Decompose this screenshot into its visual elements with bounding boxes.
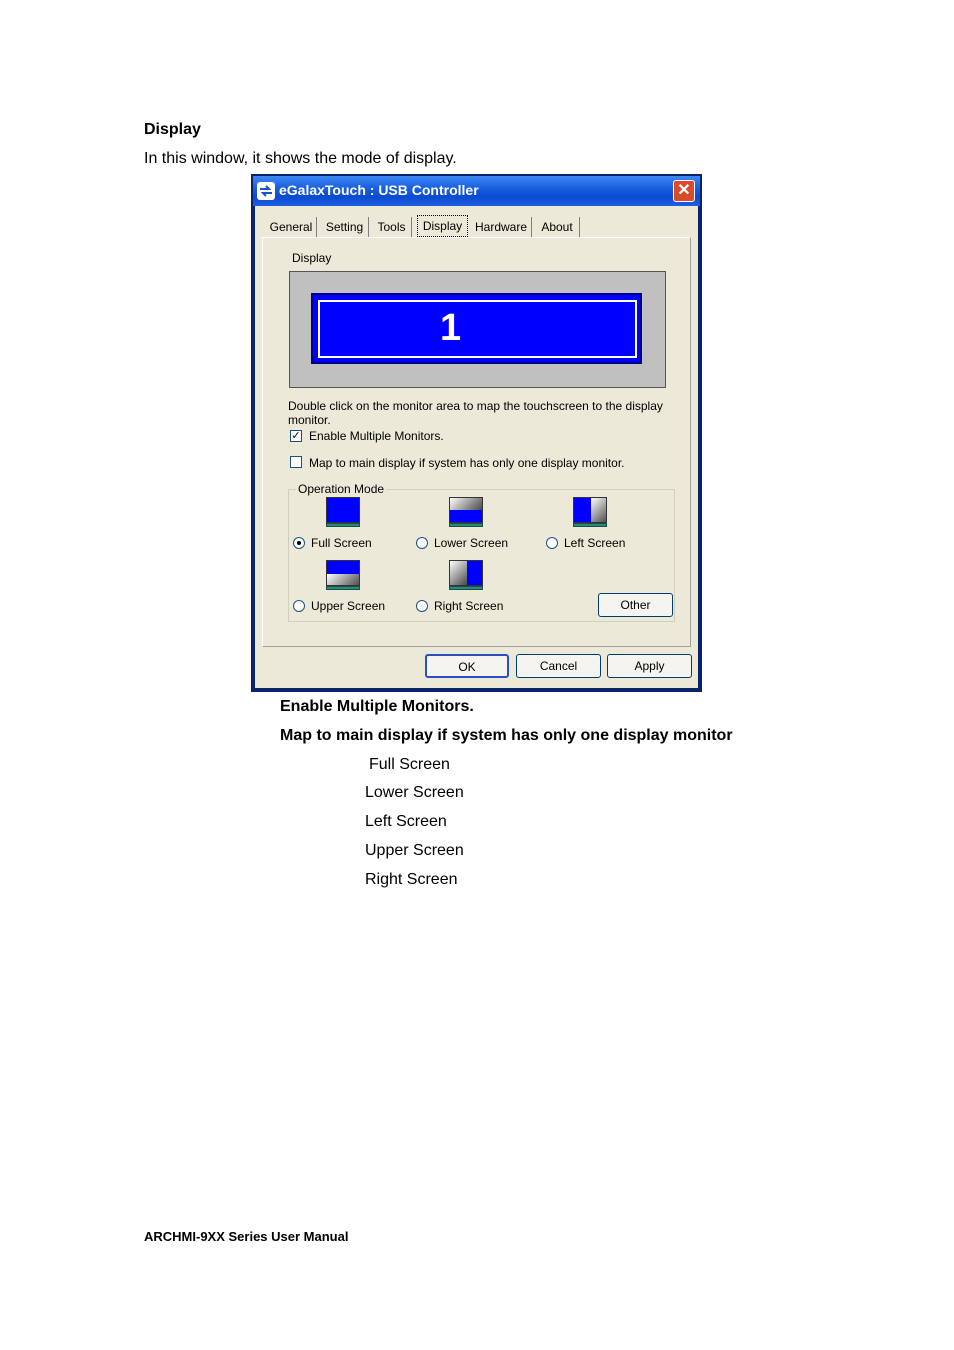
instruction-text: Double click on the monitor area to map the touchscreen to the display monitor. xyxy=(288,399,663,427)
tab-setting[interactable]: Setting xyxy=(321,217,369,237)
apply-button[interactable]: Apply xyxy=(607,654,692,678)
intro-text: In this window, it shows the mode of display. xyxy=(144,150,457,167)
close-button[interactable]: ✕ xyxy=(673,180,695,202)
mode-list-item: Left Screen xyxy=(365,813,447,830)
tab-display[interactable]: Display xyxy=(417,215,468,237)
tab-about[interactable]: About xyxy=(535,217,580,237)
map-main-label: Map to main display if system has only one display monitor. xyxy=(309,456,625,470)
page-footer: ARCHMI-9XX Series User Manual xyxy=(144,1229,349,1244)
lower-screen-radio[interactable] xyxy=(416,537,428,549)
upper-screen-icon[interactable] xyxy=(326,560,360,590)
dialog-title: eGalaxTouch : USB Controller xyxy=(279,182,479,198)
upper-screen-radio[interactable] xyxy=(293,600,305,612)
right-screen-icon[interactable] xyxy=(449,560,483,590)
enable-multiple-checkbox[interactable]: ✓ xyxy=(291,430,301,442)
left-screen-icon[interactable] xyxy=(573,497,607,527)
monitor-number: 1 xyxy=(440,307,462,349)
right-screen-label: Right Screen xyxy=(434,599,504,613)
tab-hardware[interactable]: Hardware xyxy=(471,217,532,237)
mode-list-item: Lower Screen xyxy=(365,784,464,801)
caption-map-main: Map to main display if system has only one display monitor xyxy=(280,727,733,744)
tab-general[interactable]: General xyxy=(266,217,317,237)
operation-mode-legend: Operation Mode xyxy=(298,482,385,496)
display-section-label: Display xyxy=(292,251,332,265)
full-screen-icon[interactable] xyxy=(326,497,360,527)
full-screen-radio[interactable] xyxy=(293,537,305,549)
ok-button[interactable]: OK xyxy=(425,654,509,678)
other-button[interactable]: Other xyxy=(598,593,673,617)
mode-list-item: Right Screen xyxy=(365,871,458,888)
cancel-button[interactable]: Cancel xyxy=(516,654,601,678)
caption-enable-multiple: Enable Multiple Monitors. xyxy=(280,698,474,715)
lower-screen-label: Lower Screen xyxy=(434,536,509,550)
lower-screen-icon[interactable] xyxy=(449,497,483,527)
left-screen-label: Left Screen xyxy=(564,536,626,550)
mode-list-item: Full Screen xyxy=(369,756,450,773)
upper-screen-label: Upper Screen xyxy=(311,599,386,613)
page-heading: Display xyxy=(144,121,201,138)
full-screen-label: Full Screen xyxy=(311,536,372,550)
right-screen-radio[interactable] xyxy=(416,600,428,612)
monitor-inner-border xyxy=(318,300,637,358)
mode-list-item: Upper Screen xyxy=(365,842,464,859)
left-screen-radio[interactable] xyxy=(546,537,558,549)
tab-tools[interactable]: Tools xyxy=(372,217,412,237)
app-icon xyxy=(257,182,275,200)
enable-multiple-label: Enable Multiple Monitors. xyxy=(309,429,444,443)
map-main-checkbox[interactable] xyxy=(290,456,302,468)
